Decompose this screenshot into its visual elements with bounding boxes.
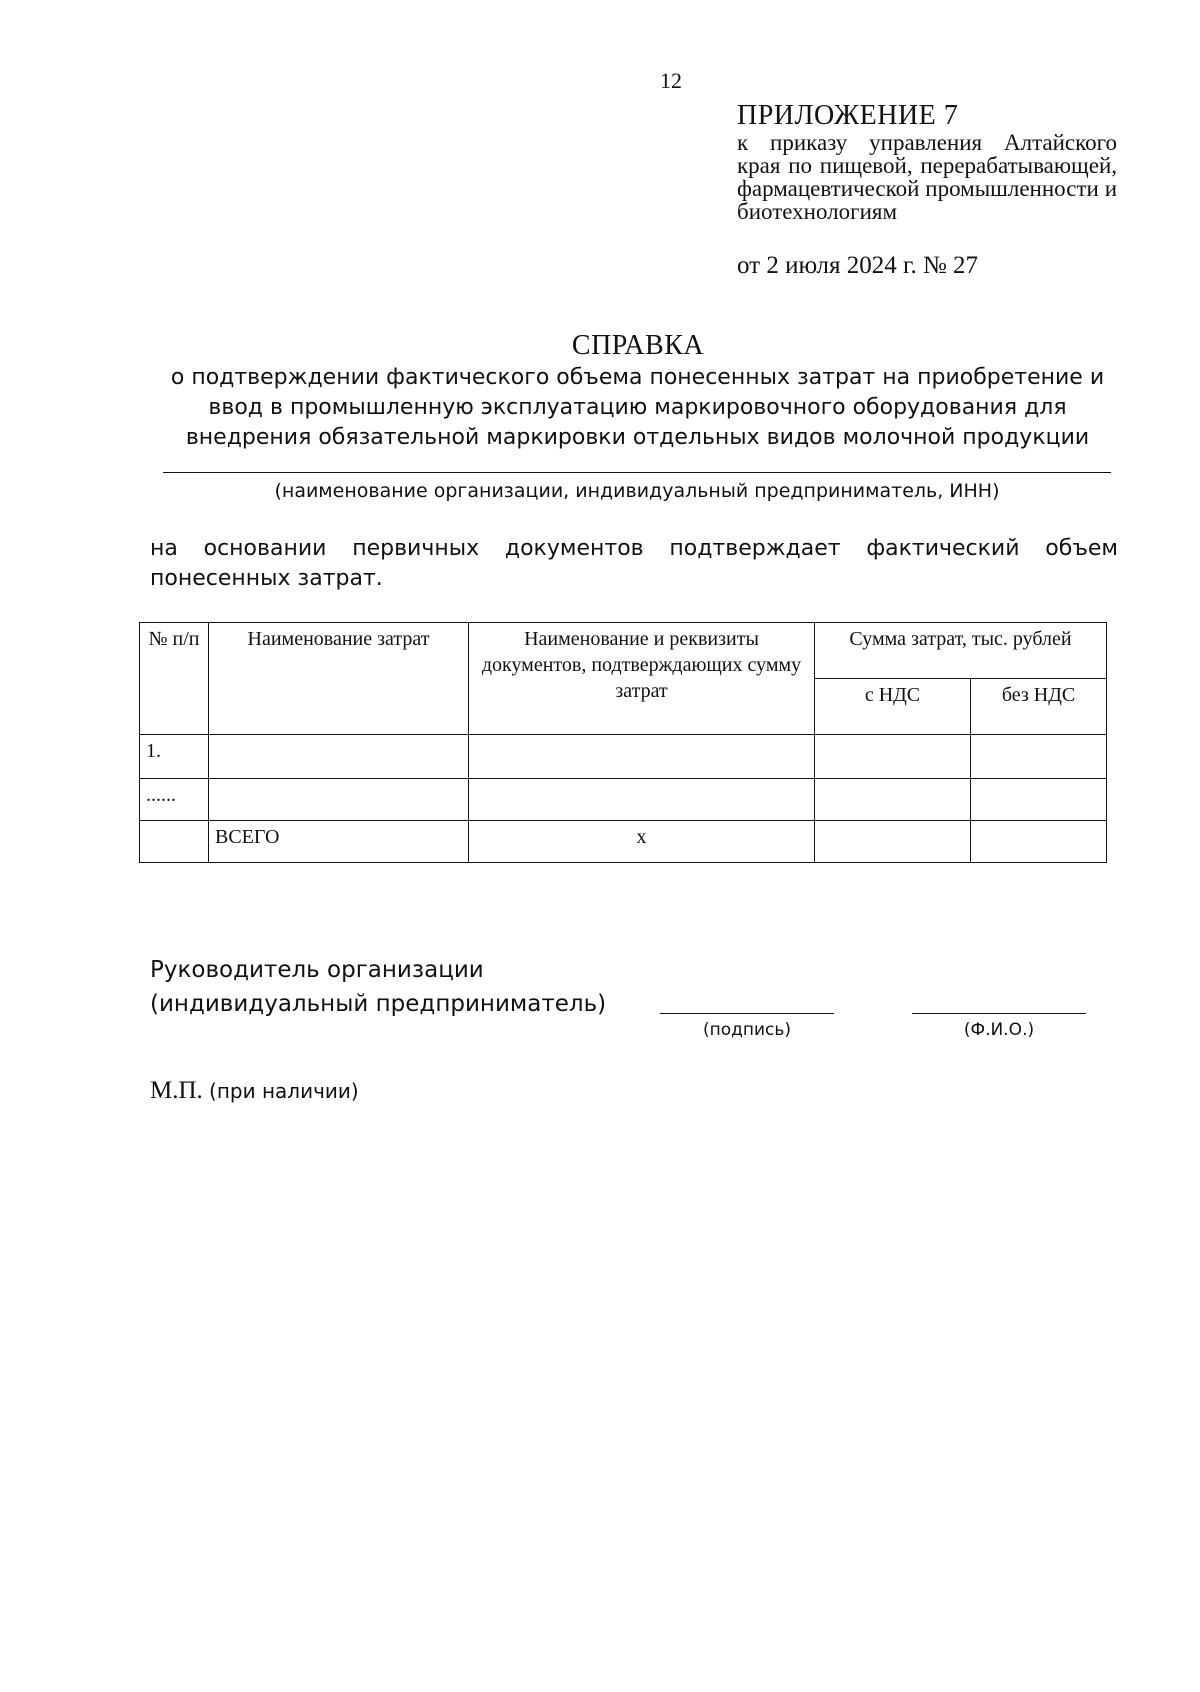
- stamp-place: [150, 1077, 359, 1105]
- row-with-vat: [815, 735, 971, 779]
- header-cost-sum: Сумма затрат, тыс. рублей: [815, 623, 1107, 679]
- row-cost-name: [209, 779, 469, 821]
- table-row: [140, 779, 1107, 821]
- row-with-vat: [815, 821, 971, 863]
- document-subtitle: о подтверждении фактического объема понесенных затрат на приобретение и ввод в промышленную эксплуатацию маркировочного оборудования для внедрения обязательной маркировки отдельных видов молочной продукции: [170, 365, 1105, 450]
- costs-table: [139, 622, 1107, 863]
- signature-blank-line: [660, 1013, 834, 1014]
- row-number: [140, 821, 209, 863]
- signer-subtitle: (индивидуальный предприниматель): [150, 991, 607, 1017]
- organization-blank-line: [163, 472, 1111, 473]
- annex-order-reference: к приказу управления Алтайского края по пищевой, перерабатывающей, фармацевтической промышленности и биотехнологиям: [737, 130, 1117, 224]
- basis-statement: на основании первичных документов подтверждает фактический объем понесенных затрат.: [150, 536, 1118, 591]
- full-name-caption: (Ф.И.О.): [963, 1020, 1035, 1040]
- row-number: ......: [140, 779, 209, 821]
- signer-block: [150, 953, 606, 1021]
- row-cost-name: ВСЕГО: [209, 821, 469, 863]
- table-header-row: [140, 623, 1107, 679]
- header-without-vat: без НДС: [971, 679, 1107, 735]
- row-without-vat: [971, 779, 1107, 821]
- signature-caption: (подпись): [702, 1020, 792, 1040]
- header-with-vat: с НДС: [815, 679, 971, 735]
- annex-order-date: от 2 июля 2024 г. № 27: [737, 252, 979, 279]
- organization-caption: (наименование организации, индивидуальный предприниматель, ИНН): [274, 480, 1000, 502]
- table-total-row: [140, 821, 1107, 863]
- row-with-vat: [815, 779, 971, 821]
- row-documents: х: [469, 821, 815, 863]
- row-documents: [469, 779, 815, 821]
- row-without-vat: [971, 735, 1107, 779]
- stamp-note: (при наличии): [209, 1079, 359, 1103]
- table-row: [140, 735, 1107, 779]
- row-without-vat: [971, 821, 1107, 863]
- full-name-blank-line: [912, 1013, 1086, 1014]
- stamp-label: М.П.: [150, 1077, 203, 1104]
- signer-title: Руководитель организации: [150, 957, 484, 983]
- row-cost-name: [209, 735, 469, 779]
- page-number: 12: [660, 68, 682, 93]
- document-title: СПРАВКА: [571, 330, 705, 361]
- annex-title: ПРИЛОЖЕНИЕ 7: [737, 100, 959, 131]
- row-documents: [469, 735, 815, 779]
- header-number: № п/п: [140, 623, 209, 735]
- row-number: 1.: [140, 735, 209, 779]
- header-documents: Наименование и реквизиты документов, подтверждающих сумму затрат: [469, 623, 815, 735]
- header-cost-name: Наименование затрат: [209, 623, 469, 735]
